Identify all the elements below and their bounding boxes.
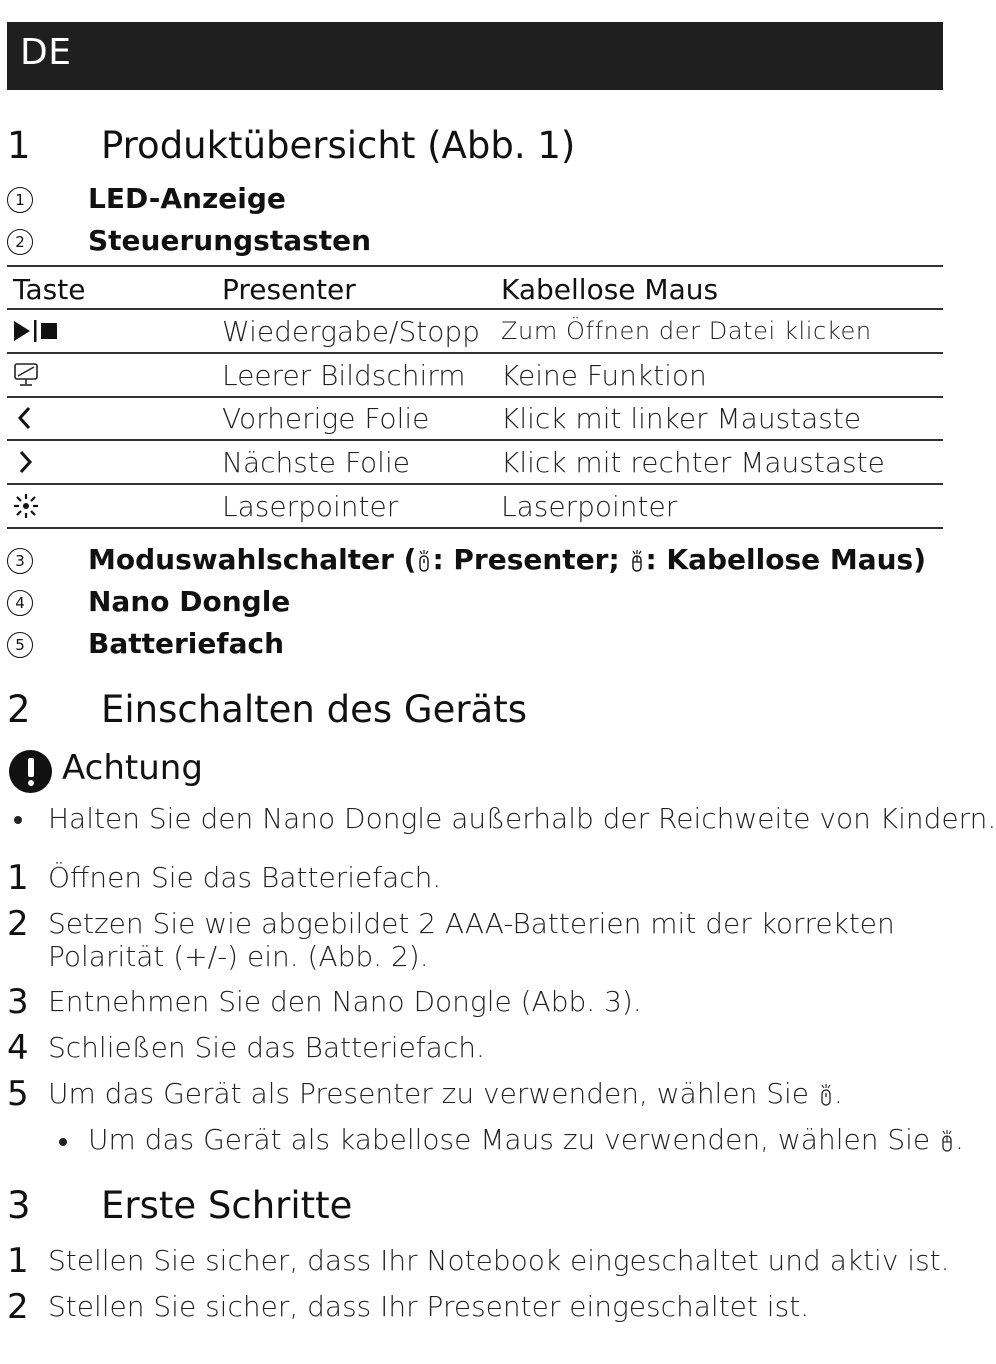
- play-stop-icon: [13, 318, 65, 344]
- item-marker: 3: [7, 548, 33, 574]
- step-number: 3: [7, 982, 29, 1022]
- presenter-mode-label: : Presenter;: [432, 543, 630, 576]
- presenter-mode-icon: [418, 550, 430, 572]
- step-number: 1: [7, 858, 29, 898]
- step-number: 2: [7, 904, 29, 944]
- step-text: Stellen Sie sicher, dass Ihr Notebook eingeschaltet und aktiv ist.: [48, 1244, 950, 1277]
- section-number: 1: [7, 124, 31, 167]
- language-tab: [7, 22, 943, 90]
- table-cell-mouse: Zum Öffnen der Datei klicken: [501, 317, 872, 345]
- period: .: [833, 1077, 843, 1110]
- step-number: 5: [7, 1074, 29, 1114]
- item-label: Batteriefach: [88, 627, 284, 660]
- mode-switch-label: Moduswahlschalter (: [88, 543, 417, 576]
- table-rule: [7, 396, 943, 398]
- language-label: DE: [20, 32, 72, 73]
- table-rule: [7, 308, 943, 310]
- step-text: Schließen Sie das Batteriefach.: [48, 1031, 485, 1064]
- mouse-mode-icon: [941, 1130, 953, 1152]
- item-marker: 4: [7, 590, 33, 616]
- table-rule: [7, 265, 943, 267]
- item-marker: 2: [7, 229, 33, 255]
- sub-bullet-line: [88, 1123, 964, 1156]
- table-rule: [7, 439, 943, 441]
- section-number: 3: [7, 1184, 31, 1227]
- chevron-right-icon: [13, 449, 39, 475]
- blank-screen-icon: [13, 362, 39, 388]
- bullet-dot: [14, 816, 22, 824]
- period: .: [955, 1123, 964, 1156]
- section-title: Erste Schritte: [101, 1184, 353, 1227]
- table-cell-presenter: Vorherige Folie: [222, 402, 430, 435]
- table-cell-presenter: Wiedergabe/Stopp: [222, 315, 480, 348]
- table-cell-mouse: Klick mit linker Maustaste: [501, 402, 862, 435]
- caution-label: Achtung: [62, 748, 203, 788]
- mouse-mode-icon: [631, 550, 643, 572]
- caution-text: Halten Sie den Nano Dongle außerhalb der Reichweite von Kindern.: [48, 802, 996, 835]
- step-number: 2: [7, 1287, 29, 1327]
- table-header-presenter: Presenter: [222, 273, 356, 306]
- item-label: [88, 543, 926, 576]
- step-text: Entnehmen Sie den Nano Dongle (Abb. 3).: [48, 985, 642, 1018]
- table-cell-mouse: Klick mit rechter Maustaste: [501, 446, 885, 479]
- laser-icon: [13, 493, 39, 519]
- step-text: Öffnen Sie das Batteriefach.: [48, 861, 442, 894]
- bullet-dot: [59, 1138, 67, 1146]
- step-text: Stellen Sie sicher, dass Ihr Presenter eingeschaltet ist.: [48, 1290, 810, 1323]
- table-rule: [7, 483, 943, 485]
- table-rule: [7, 352, 943, 354]
- table-header-key: Taste: [13, 273, 86, 306]
- table-cell-presenter: Nächste Folie: [222, 446, 410, 479]
- section-title: Einschalten des Geräts: [101, 688, 528, 731]
- step-number: 4: [7, 1028, 29, 1068]
- step-text: Setzen Sie wie abgebildet 2 AAA-Batterien mit der korrekten: [48, 907, 895, 940]
- step-number: 1: [7, 1241, 29, 1281]
- item-label: Nano Dongle: [88, 585, 291, 618]
- table-cell-presenter: Leerer Bildschirm: [222, 359, 466, 392]
- item-label: LED-Anzeige: [88, 182, 286, 215]
- table-cell-presenter: Laserpointer: [222, 490, 399, 523]
- section-title: Produktübersicht (Abb. 1): [101, 124, 576, 167]
- table-cell-mouse: Laserpointer: [501, 490, 678, 523]
- section-number: 2: [7, 688, 31, 731]
- step-text-line: [48, 1077, 843, 1110]
- item-marker: 1: [7, 187, 33, 213]
- item-marker: 5: [7, 632, 33, 658]
- mouse-mode-label: : Kabellose Maus): [645, 543, 926, 576]
- step-text-cont: Polarität (+/-) ein. (Abb. 2).: [48, 940, 429, 973]
- item-label: Steuerungstasten: [88, 224, 372, 257]
- table-rule: [7, 527, 943, 529]
- step-text: Um das Gerät als Presenter zu verwenden, wählen Sie: [48, 1077, 809, 1110]
- caution-icon: [9, 750, 52, 793]
- presenter-mode-icon: [820, 1084, 832, 1106]
- table-cell-mouse: Keine Funktion: [501, 359, 707, 392]
- chevron-left-icon: [13, 405, 39, 431]
- sub-bullet-text: Um das Gerät als kabellose Maus zu verwenden, wählen Sie: [88, 1123, 931, 1156]
- table-header-mouse: Kabellose Maus: [501, 273, 719, 306]
